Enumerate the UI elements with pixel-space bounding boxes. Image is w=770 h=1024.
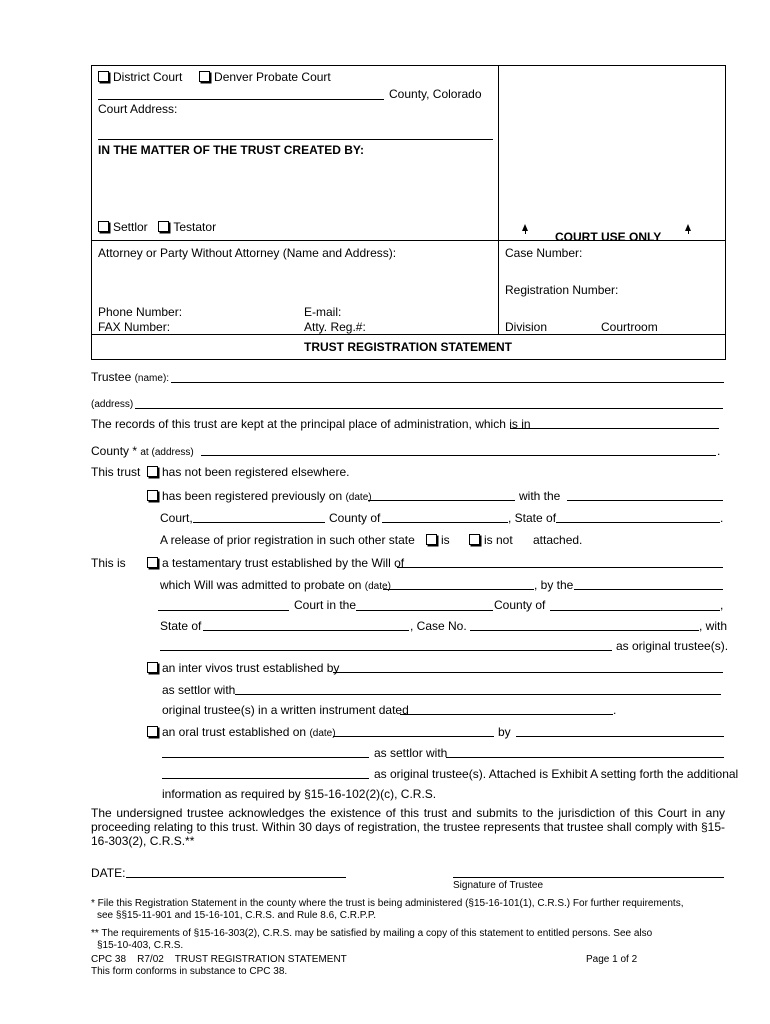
prior-state-field[interactable] bbox=[556, 522, 720, 523]
footnote-1-line-2: see §§15-11-901 and 15-16-101, C.R.S. and Rule 8.6, C.R.P.P. bbox=[97, 910, 377, 921]
probate-state-field[interactable] bbox=[203, 630, 409, 631]
inter-vivos-label: an inter vivos trust established by bbox=[162, 661, 340, 675]
settlor-label: Settlor bbox=[113, 220, 148, 234]
attached-label: attached. bbox=[533, 533, 583, 547]
oral-trust-label: an oral trust established on bbox=[162, 725, 307, 739]
court-comma-label: Court, bbox=[160, 511, 193, 525]
inter-vivos-settlor-field[interactable] bbox=[235, 694, 721, 695]
testamentary-label: a testamentary trust established by the Will of bbox=[162, 556, 405, 570]
court-address-field[interactable] bbox=[98, 139, 493, 140]
not-registered-checkbox[interactable] bbox=[147, 466, 158, 477]
date-label: DATE: bbox=[91, 866, 126, 880]
oral-with-field[interactable] bbox=[446, 757, 724, 758]
form-title: TRUST REGISTRATION STATEMENT bbox=[304, 340, 512, 354]
date-small-label: (date) bbox=[309, 728, 336, 739]
form-id: CPC 38 R7/02 TRUST REGISTRATION STATEMENT bbox=[91, 954, 347, 965]
inter-vivos-by-field[interactable] bbox=[333, 672, 723, 673]
release-is-option bbox=[426, 533, 450, 547]
probate-case-no-field[interactable] bbox=[470, 630, 699, 631]
phone-label: Phone Number: bbox=[98, 305, 183, 319]
inter-vivos-option bbox=[147, 661, 339, 675]
caption-divider-2 bbox=[91, 334, 725, 335]
footnote-2-line-2: §15-10-403, C.R.S. bbox=[97, 940, 184, 951]
testamentary-trustee-field[interactable] bbox=[160, 650, 612, 651]
trustee-label: Trustee bbox=[91, 370, 132, 384]
in-the-matter-heading: IN THE MATTER OF THE TRUST CREATED BY: bbox=[98, 143, 364, 157]
registered-prev-label: has been registered previously on bbox=[162, 489, 343, 503]
records-text: The records of this trust are kept at the principal place of administration, which is in bbox=[91, 417, 531, 431]
testamentary-checkbox[interactable] bbox=[147, 557, 158, 568]
instrument-date-field[interactable] bbox=[400, 714, 613, 715]
state-of-label: , State of bbox=[508, 511, 557, 525]
records-county-field[interactable] bbox=[510, 428, 719, 429]
county-period: . bbox=[717, 444, 721, 458]
state-of2-label: State of bbox=[160, 619, 202, 633]
release-is-checkbox[interactable] bbox=[426, 534, 437, 545]
probate-city-field[interactable] bbox=[356, 610, 493, 611]
email-label: E-mail: bbox=[304, 305, 342, 319]
signature-field[interactable] bbox=[453, 877, 724, 878]
as-settlor-with-label: as settlor with bbox=[162, 683, 236, 697]
with-the-label: with the bbox=[519, 489, 561, 503]
as-original-attached-label: as original trustee(s). Attached is Exhibit A setting forth the additional bbox=[374, 767, 739, 781]
probate-court-field[interactable] bbox=[158, 610, 289, 611]
prior-court-field[interactable] bbox=[193, 522, 325, 523]
oral-trust-option bbox=[147, 725, 336, 739]
probate-by-field[interactable] bbox=[574, 589, 723, 590]
registered-prev-checkbox[interactable] bbox=[147, 490, 158, 501]
testamentary-option bbox=[147, 556, 404, 570]
by-the-label: , by the bbox=[534, 578, 574, 592]
footnote-1-line-1: * File this Registration Statement in the county where the trust is being administered (§15-16-101(1), C.R.S.) For further requirements, bbox=[91, 898, 684, 909]
denver-probate-court-checkbox[interactable] bbox=[199, 71, 210, 82]
probate-county-field[interactable] bbox=[550, 610, 720, 611]
acknowledgment-paragraph: The undersigned trustee acknowledges the existence of this trust and submits to the jurisdiction of this Court in any proceeding relating to this trust. Within 30 days of registration, the trustee represents that trustee shall comply with §15-16-303(2), C.R.S.** bbox=[91, 806, 725, 848]
registration-number-label: Registration Number: bbox=[505, 283, 619, 297]
up-arrow-icon bbox=[685, 224, 691, 231]
oral-trust-date-field[interactable] bbox=[333, 736, 494, 737]
conforms-note: This form conforms in substance to CPC 38. bbox=[91, 966, 288, 977]
as-settlor-with2-label: as settlor with bbox=[374, 746, 448, 760]
caption-box bbox=[91, 65, 726, 360]
court-address-label: Court Address: bbox=[98, 102, 178, 116]
courtroom-label: Courtroom bbox=[601, 320, 658, 334]
fax-label: FAX Number: bbox=[98, 320, 171, 334]
testator-label: Testator bbox=[173, 220, 217, 234]
signature-label: Signature of Trustee bbox=[453, 880, 544, 891]
testator-checkbox[interactable] bbox=[158, 221, 169, 232]
settlor-checkbox[interactable] bbox=[98, 221, 109, 232]
this-is-label: This is bbox=[91, 556, 126, 570]
trustee-name-field[interactable] bbox=[171, 382, 724, 383]
with-comma-label: , with bbox=[699, 619, 728, 633]
probate-date-field[interactable] bbox=[383, 589, 534, 590]
will-of-field[interactable] bbox=[397, 567, 723, 568]
release-text: A release of prior registration in such other state bbox=[160, 533, 415, 547]
district-court-label: District Court bbox=[113, 70, 183, 84]
release-is-not-checkbox[interactable] bbox=[469, 534, 480, 545]
trustee-address-field[interactable] bbox=[135, 408, 723, 409]
address-small-label: (address) bbox=[91, 399, 134, 410]
case-no-label: , Case No. bbox=[410, 619, 467, 633]
county-colorado-label: County, Colorado bbox=[389, 87, 482, 101]
case-number-label: Case Number: bbox=[505, 246, 583, 260]
prior-county-field[interactable] bbox=[382, 522, 508, 523]
probate-county-comma: , bbox=[720, 598, 724, 612]
attorney-label: Attorney or Party Without Attorney (Name and Address): bbox=[98, 246, 397, 260]
atty-reg-label: Atty. Reg.#: bbox=[304, 320, 366, 334]
instrument-period: . bbox=[613, 703, 617, 717]
oral-by-label: by bbox=[498, 725, 511, 739]
court-in-the-label: Court in the bbox=[294, 598, 357, 612]
not-registered-option bbox=[147, 465, 349, 479]
release-is-not-label: is not bbox=[484, 533, 513, 547]
county-of-label: County of bbox=[329, 511, 381, 525]
denver-probate-court-label: Denver Probate Court bbox=[214, 70, 331, 84]
oral-settlor-field[interactable] bbox=[162, 757, 369, 758]
date-small-label: (date) bbox=[345, 492, 372, 503]
date-small-label: (date) bbox=[364, 581, 391, 592]
footnote-2-line-1: ** The requirements of §15-16-303(2), C.R.S. may be satisfied by mailing a copy of this statement to entitled persons. See also bbox=[91, 928, 653, 939]
court-use-only-label: COURT USE ONLY bbox=[555, 230, 662, 244]
this-trust-label: This trust bbox=[91, 465, 141, 479]
caption-divider-vertical bbox=[498, 65, 499, 335]
oral-trust-checkbox[interactable] bbox=[147, 726, 158, 737]
registered-with-field[interactable] bbox=[567, 500, 723, 501]
registered-prev-option bbox=[147, 489, 372, 503]
oral-trustee-field[interactable] bbox=[162, 778, 369, 779]
as-original-trustees-label: as original trustee(s). bbox=[616, 639, 729, 653]
page-number: Page 1 of 2 bbox=[586, 954, 638, 965]
district-court-checkbox[interactable] bbox=[98, 71, 109, 82]
date-field[interactable] bbox=[126, 877, 346, 878]
oral-by-field[interactable] bbox=[516, 736, 724, 737]
prior-state-period: . bbox=[720, 511, 724, 525]
which-will-label: which Will was admitted to probate on bbox=[160, 578, 362, 592]
county-of2-label: County of bbox=[494, 598, 546, 612]
inter-vivos-checkbox[interactable] bbox=[147, 662, 158, 673]
release-is-label: is bbox=[441, 533, 450, 547]
information-required-label: information as required by §15-16-102(2)(c), C.R.S. bbox=[162, 787, 437, 801]
trustee-name-row bbox=[91, 370, 169, 384]
which-will-row bbox=[160, 578, 391, 592]
county-name-field[interactable] bbox=[98, 99, 384, 100]
county-label: County * bbox=[91, 444, 138, 458]
party-role-row bbox=[98, 220, 216, 234]
release-is-not-option bbox=[469, 533, 513, 547]
court-type-row bbox=[98, 70, 331, 84]
county-address-field[interactable] bbox=[201, 455, 716, 456]
at-address-label: at (address) bbox=[140, 447, 194, 458]
registered-date-field[interactable] bbox=[368, 500, 515, 501]
up-arrow-icon bbox=[522, 224, 528, 231]
original-trustees-instrument-label: original trustee(s) in a written instrument dated bbox=[162, 703, 409, 717]
county-row bbox=[91, 444, 194, 458]
not-registered-label: has not been registered elsewhere. bbox=[162, 465, 350, 479]
division-label: Division bbox=[505, 320, 548, 334]
name-small-label: (name): bbox=[134, 373, 170, 384]
